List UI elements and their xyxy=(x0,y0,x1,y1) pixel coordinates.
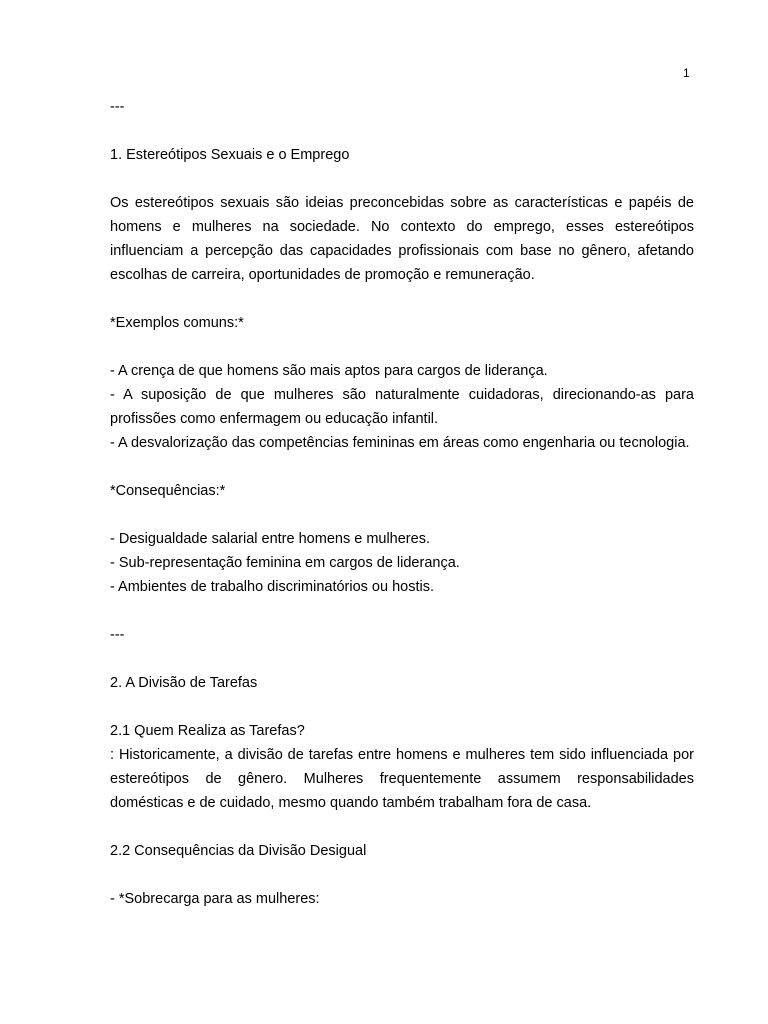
list-item: - Desigualdade salarial entre homens e mulheres. xyxy=(110,531,430,547)
list-title: *Exemplos comuns:* xyxy=(110,315,244,331)
list-item: - A desvalorização das competências femininas em áreas como engenharia ou tecnologia. xyxy=(110,435,690,451)
subsection-heading: 2.1 Quem Realiza as Tarefas? xyxy=(110,723,305,739)
list-item: - A suposição de que mulheres são naturalmente cuidadoras, direcionando-as para profissões como enfermagem ou educação infantil. xyxy=(110,387,694,427)
document-body xyxy=(110,95,694,911)
section-heading: 1. Estereótipos Sexuais e o Emprego xyxy=(110,147,350,163)
separator: --- xyxy=(110,99,125,115)
paragraph: : Historicamente, a divisão de tarefas entre homens e mulheres tem sido influenciada por estereótipos de gênero. Mulheres frequentemente assumem responsabilidades domésticas e de cuidado, mesmo quando também trabalham fora de casa. xyxy=(110,747,694,811)
list-item: - *Sobrecarga para as mulheres: xyxy=(110,891,320,907)
list-item: - Ambientes de trabalho discriminatórios ou hostis. xyxy=(110,579,434,595)
list-item: - Sub-representação feminina em cargos de liderança. xyxy=(110,555,460,571)
list-item: - A crença de que homens são mais aptos para cargos de liderança. xyxy=(110,363,548,379)
subsection-heading: 2.2 Consequências da Divisão Desigual xyxy=(110,843,367,859)
list-title: *Consequências:* xyxy=(110,483,226,499)
section-heading: 2. A Divisão de Tarefas xyxy=(110,675,258,691)
separator: --- xyxy=(110,627,125,643)
paragraph: Os estereótipos sexuais são ideias preconcebidas sobre as características e papéis de homens e mulheres na sociedade. No contexto do emprego, esses estereótipos influenciam a percepção das capacidades profissionais com base no gênero, afetando escolhas de carreira, oportunidades de promoção e remuneração. xyxy=(110,195,694,283)
page-number: 1 xyxy=(683,66,690,80)
